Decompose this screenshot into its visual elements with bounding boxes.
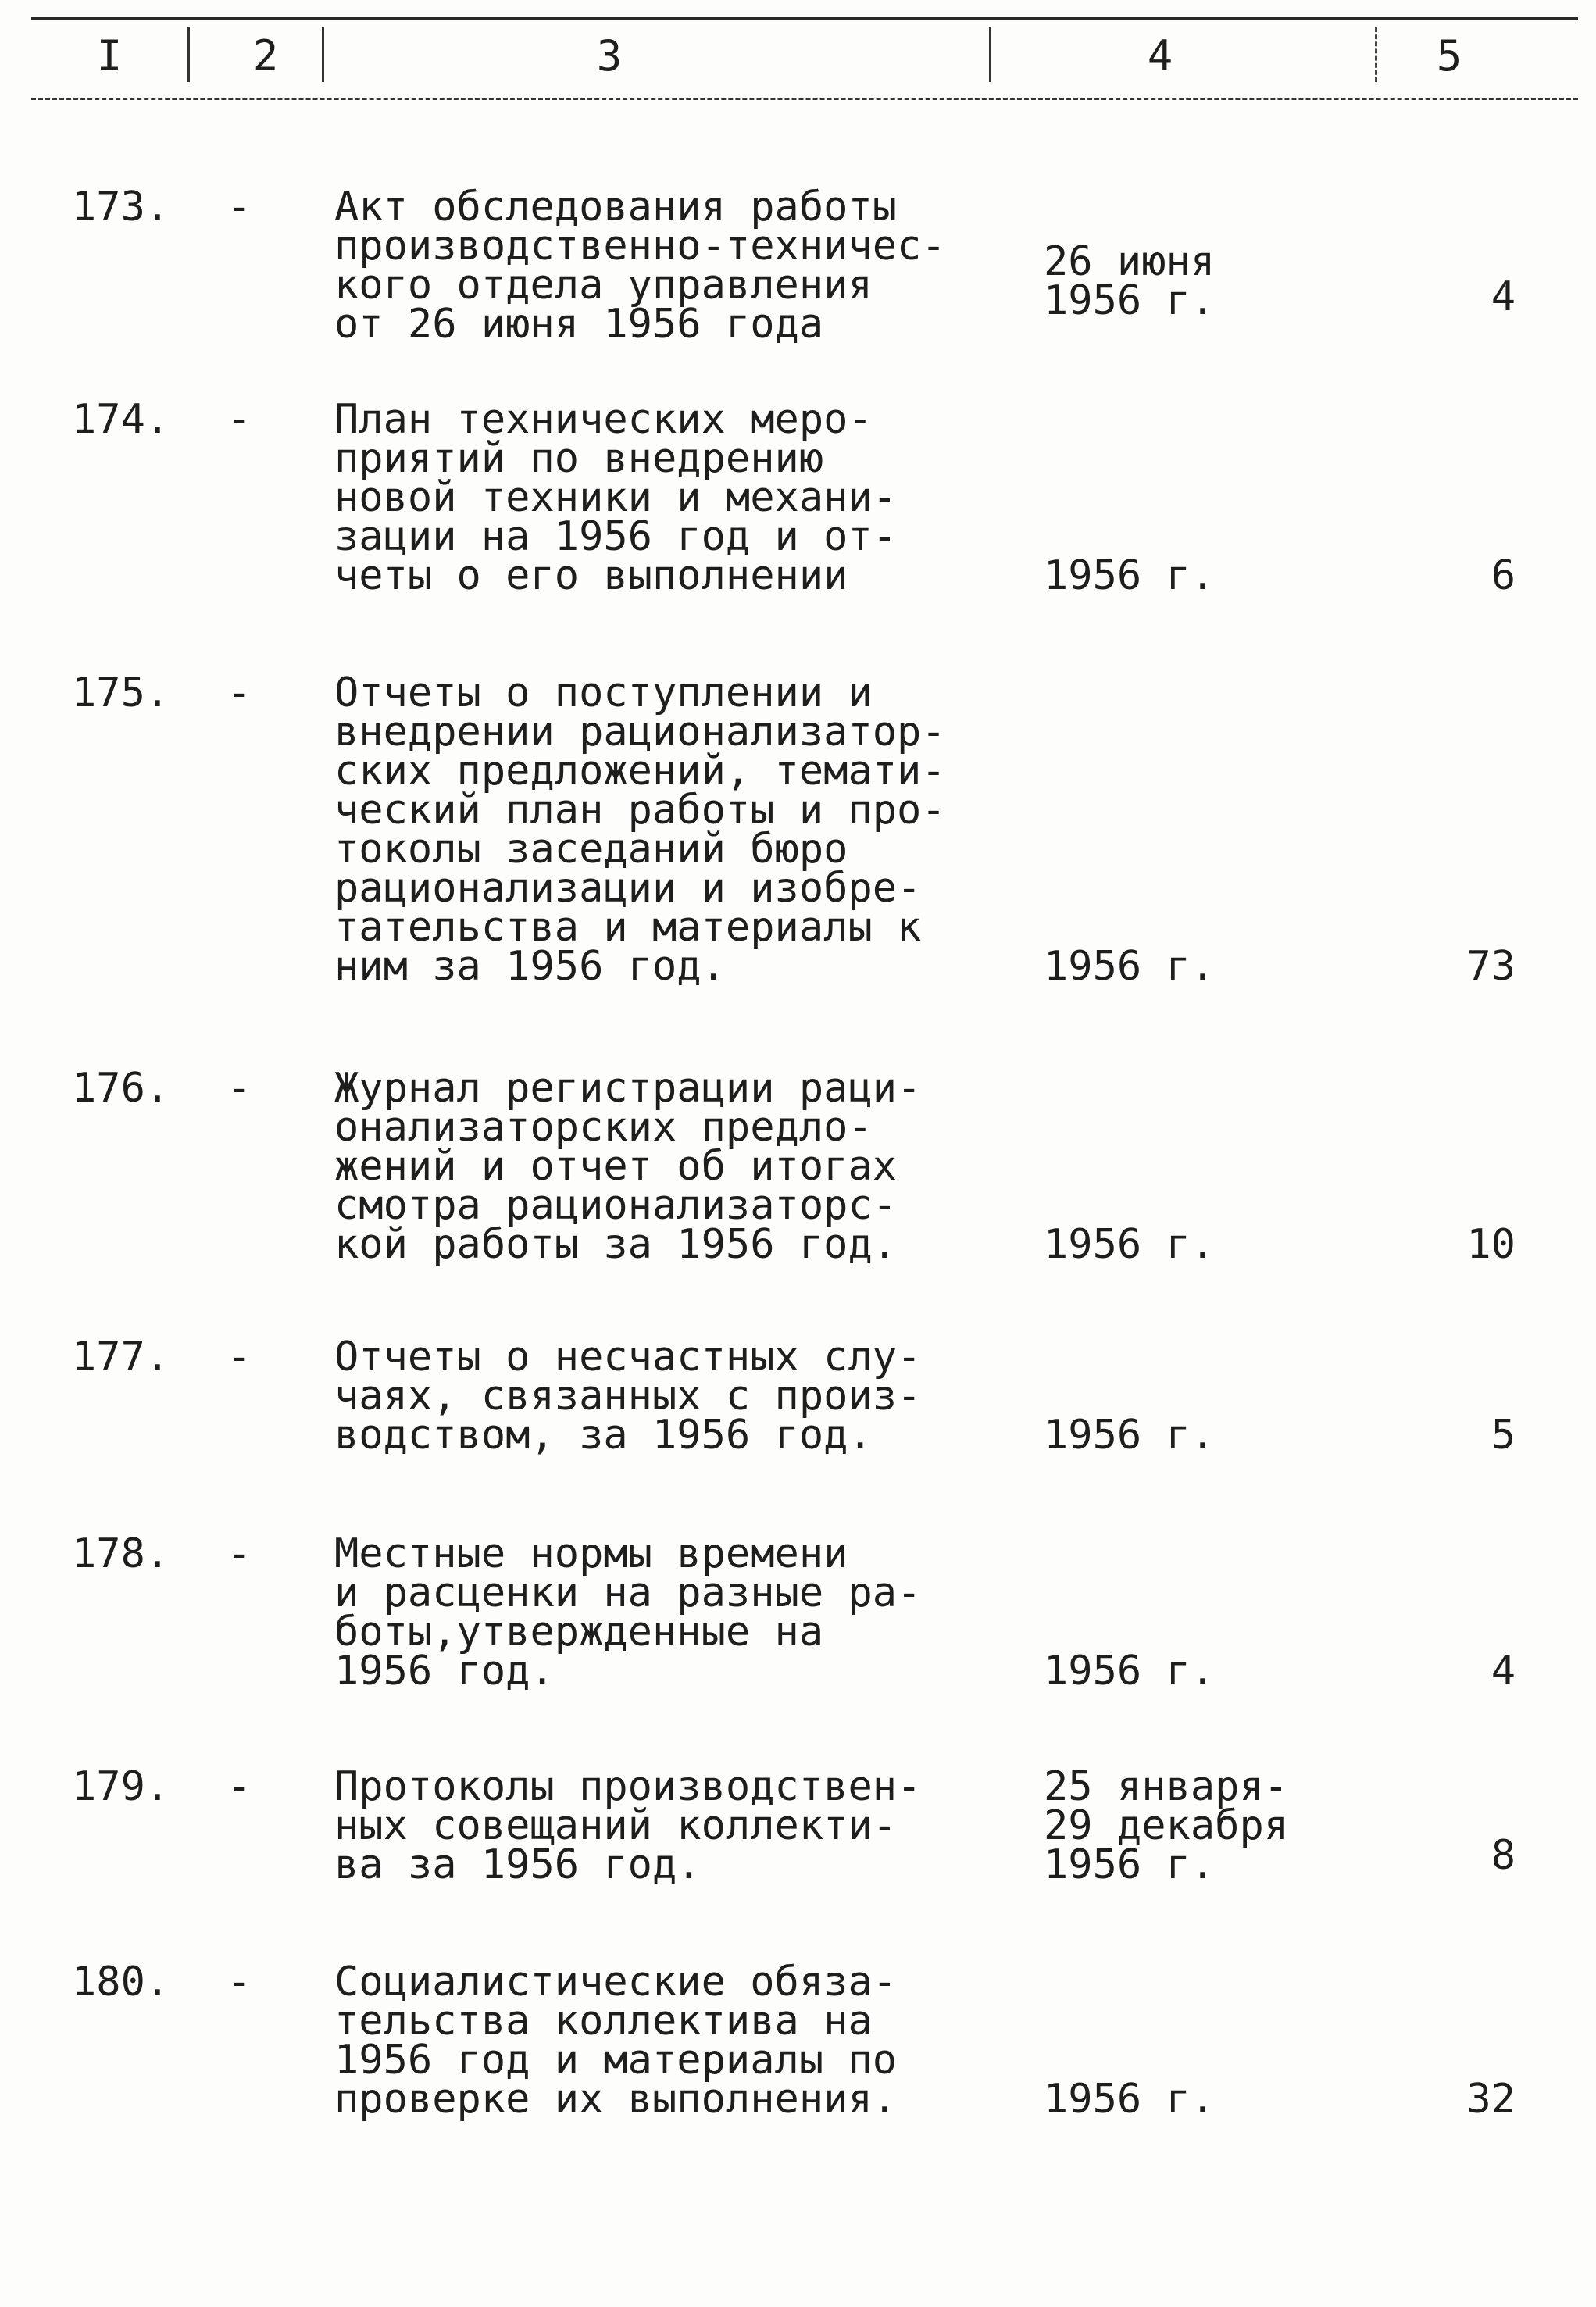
row-sheets: 8 xyxy=(1491,1832,1516,1879)
row-mark: - xyxy=(227,1334,252,1380)
row-date: 1956 г. xyxy=(1044,1221,1216,1268)
row-sheets: 10 xyxy=(1466,1221,1516,1268)
header-separator-3 xyxy=(989,27,991,82)
row-date: 25 января- 29 декабря 1956 г. xyxy=(1044,1763,1289,1888)
row-title: План технических меро- приятий по внедрению новой техники и механи- зации на 1956 год и от- четы о его выполнении xyxy=(334,396,898,599)
row-date: 1956 г. xyxy=(1044,1648,1216,1695)
row-date: 1956 г. xyxy=(1044,552,1216,599)
header-separator-2 xyxy=(322,27,324,82)
row-number: 180. xyxy=(72,1959,170,2005)
row-number: 174. xyxy=(72,396,170,443)
row-mark: - xyxy=(227,1763,252,1810)
row-number: 179. xyxy=(72,1763,170,1810)
row-title: Местные нормы времени и расценки на разные ра- боты,утвержденные на 1956 год. xyxy=(334,1530,922,1695)
row-number: 177. xyxy=(72,1334,170,1380)
header-col-2: 2 xyxy=(252,31,279,80)
row-mark: - xyxy=(227,1065,252,1112)
row-mark: - xyxy=(227,184,252,230)
header-col-3: 3 xyxy=(596,31,623,80)
row-mark: - xyxy=(227,1530,252,1577)
row-sheets: 4 xyxy=(1491,273,1516,320)
header-col-5: 5 xyxy=(1436,31,1462,80)
row-number: 173. xyxy=(72,184,170,230)
row-date: 1956 г. xyxy=(1044,2076,1216,2123)
row-mark: - xyxy=(227,396,252,443)
row-title: Отчеты о несчастных слу- чаях, связанных с произ- водством, за 1956 год. xyxy=(334,1334,922,1459)
row-sheets: 4 xyxy=(1491,1648,1516,1695)
header-separator-1 xyxy=(187,27,190,82)
row-title: Социалистические обяза- тельства коллектива на 1956 год и материалы по проверке их выполнения. xyxy=(334,1959,898,2123)
row-sheets: 32 xyxy=(1466,2076,1516,2123)
row-sheets: 6 xyxy=(1491,552,1516,599)
row-number: 178. xyxy=(72,1530,170,1577)
row-date: 1956 г. xyxy=(1044,1412,1216,1459)
header-top-rule xyxy=(31,17,1578,20)
row-title: Отчеты о поступлении и внедрении рационализатор- ских предложений, темати- ческий план работы и про- токолы заседаний бюро рационализации и изобре- тательства и материалы к ним за 1956 год. xyxy=(334,670,946,990)
row-date: 26 июня 1956 г. xyxy=(1044,238,1216,324)
row-number: 176. xyxy=(72,1065,170,1112)
row-mark: - xyxy=(227,670,252,716)
header-col-1: I xyxy=(96,31,123,80)
header-col-4: 4 xyxy=(1147,31,1173,80)
row-title: Протоколы производствен- ных совещаний коллекти- ва за 1956 год. xyxy=(334,1763,922,1888)
row-sheets: 73 xyxy=(1466,943,1516,990)
row-sheets: 5 xyxy=(1491,1412,1516,1459)
header-bottom-rule xyxy=(31,98,1578,100)
row-number: 175. xyxy=(72,670,170,716)
header-separator-4 xyxy=(1375,27,1377,82)
row-mark: - xyxy=(227,1959,252,2005)
row-title: Журнал регистрации раци- онализаторских предло- жений и отчет об итогах смотра рационализаторс- кой работы за 1956 год. xyxy=(334,1065,922,1268)
row-title: Акт обследования работы производственно-техничес- кого отдела управления от 26 июня 1956 года xyxy=(334,184,946,348)
row-date: 1956 г. xyxy=(1044,943,1216,990)
